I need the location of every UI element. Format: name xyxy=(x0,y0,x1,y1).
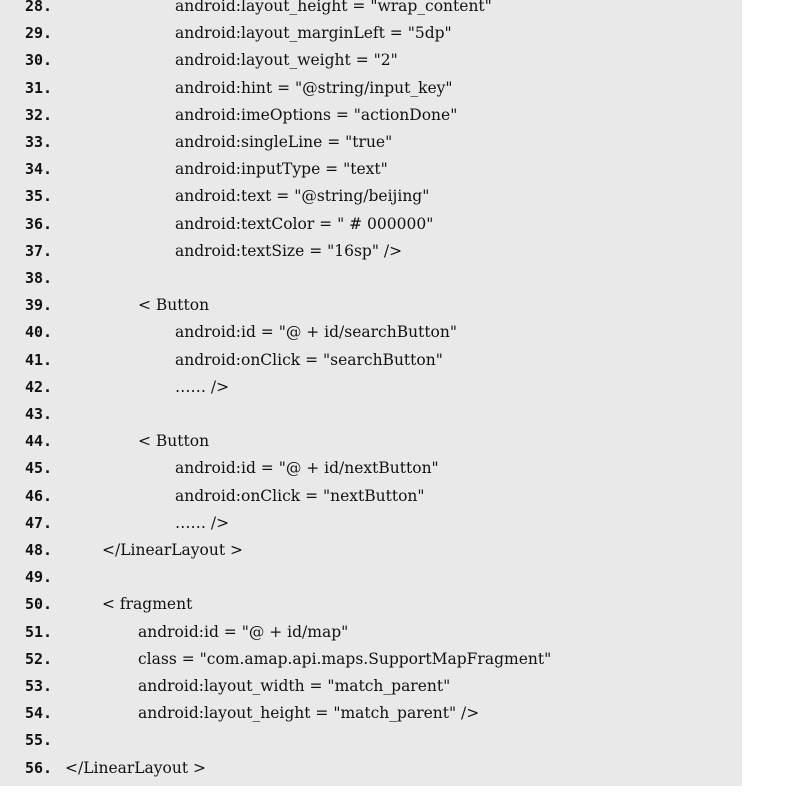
line-code-text: android:inputType = "text" xyxy=(175,160,388,179)
line-number: 54. xyxy=(25,704,53,723)
line-number: 44. xyxy=(25,432,53,451)
line-number: 38. xyxy=(25,269,53,287)
line-number: 43. xyxy=(25,405,53,423)
code-line xyxy=(0,487,742,514)
code-line xyxy=(0,79,742,106)
code-line xyxy=(0,323,742,350)
code-line xyxy=(0,459,742,486)
line-code-text: < Button xyxy=(138,432,210,451)
line-code-text: android:textSize = "16sp" /> xyxy=(175,241,403,260)
code-line xyxy=(0,568,742,595)
line-number: 40. xyxy=(25,323,53,342)
code-line xyxy=(0,759,742,786)
code-line xyxy=(0,623,742,650)
line-code-text: …… /> xyxy=(175,377,230,396)
line-number: 28. xyxy=(25,0,53,15)
line-number: 45. xyxy=(25,459,53,478)
line-number: 29. xyxy=(25,24,53,43)
code-line xyxy=(0,731,742,758)
line-code-text: android:id = "@ + id/nextButton" xyxy=(175,459,439,478)
line-code-text: android:layout_marginLeft = "5dp" xyxy=(175,24,452,43)
line-code-text: android:id = "@ + id/searchButton" xyxy=(175,323,457,342)
line-code-text: < Button xyxy=(138,296,210,315)
line-number: 50. xyxy=(25,595,53,614)
line-number: 52. xyxy=(25,649,53,668)
line-code-text: class = "com.amap.api.maps.SupportMapFragment" xyxy=(138,649,552,668)
code-line xyxy=(0,24,742,51)
code-line xyxy=(0,677,742,704)
line-number: 32. xyxy=(25,105,53,124)
line-code-text: android:text = "@string/beijing" xyxy=(175,187,430,206)
code-line xyxy=(0,187,742,214)
line-number: 47. xyxy=(25,513,53,532)
line-code-text: …… /> xyxy=(175,513,230,532)
code-line xyxy=(0,269,742,296)
code-line xyxy=(0,704,742,731)
line-code-text: android:layout_width = "match_parent" xyxy=(138,677,451,695)
line-number: 48. xyxy=(25,541,53,559)
line-number: 36. xyxy=(25,214,53,233)
line-number: 53. xyxy=(25,677,53,695)
code-line xyxy=(0,541,742,568)
line-number: 42. xyxy=(25,377,53,396)
line-code-text: android:onClick = "searchButton" xyxy=(175,350,443,369)
code-line xyxy=(0,296,742,323)
code-line xyxy=(0,514,742,541)
line-code-text: </LinearLayout > xyxy=(102,541,244,559)
code-line xyxy=(0,242,742,269)
code-line xyxy=(0,106,742,133)
line-code-text: </LinearLayout > xyxy=(65,758,207,777)
line-code-text: android:layout_height = "wrap_content" xyxy=(175,0,492,15)
line-code-text: android:layout_height = "match_parent" /> xyxy=(138,704,480,723)
code-line xyxy=(0,51,742,78)
code-line xyxy=(0,378,742,405)
line-number: 39. xyxy=(25,296,53,315)
line-code-text: android:singleLine = "true" xyxy=(175,133,393,151)
line-code-text: android:layout_weight = "2" xyxy=(175,51,398,70)
code-line xyxy=(0,650,742,677)
line-number: 51. xyxy=(25,622,53,641)
code-line xyxy=(0,215,742,242)
code-line xyxy=(0,0,742,24)
code-line xyxy=(0,351,742,378)
line-number: 35. xyxy=(25,187,53,206)
code-line xyxy=(0,405,742,432)
code-line xyxy=(0,432,742,459)
line-number: 41. xyxy=(25,350,53,369)
line-number: 34. xyxy=(25,160,53,179)
line-number: 49. xyxy=(25,568,53,587)
code-line xyxy=(0,595,742,622)
line-number: 30. xyxy=(25,51,53,70)
line-code-text: android:textColor = " # 000000" xyxy=(175,214,434,233)
line-number: 55. xyxy=(25,731,53,750)
line-code-text: android:onClick = "nextButton" xyxy=(175,486,425,505)
line-code-text: android:imeOptions = "actionDone" xyxy=(175,105,458,124)
line-number: 37. xyxy=(25,241,53,260)
line-code-text: android:id = "@ + id/map" xyxy=(138,622,349,641)
line-code-text: < fragment xyxy=(102,595,193,614)
code-line xyxy=(0,133,742,160)
line-number: 56. xyxy=(25,758,53,777)
line-number: 46. xyxy=(25,486,53,505)
line-code-text: android:hint = "@string/input_key" xyxy=(175,78,453,97)
code-line xyxy=(0,160,742,187)
line-number: 31. xyxy=(25,78,53,97)
line-number: 33. xyxy=(25,133,53,151)
